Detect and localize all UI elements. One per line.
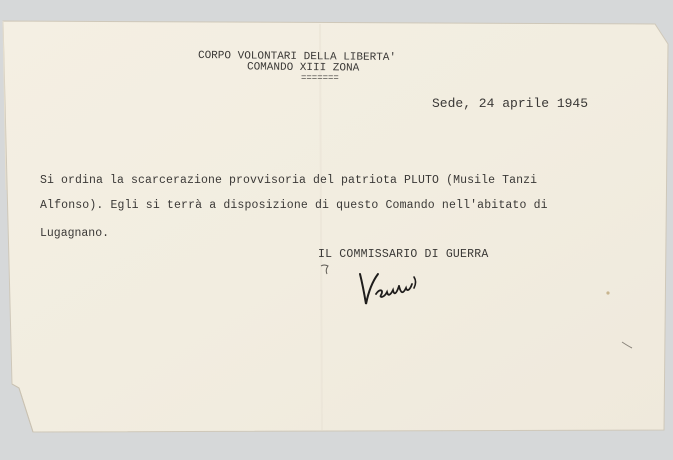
handwritten-signature [354,268,426,312]
date-line: Sede, 24 aprile 1945 [432,96,589,111]
body-line-2: Alfonso). Egli si terrà a disposizione di questo Comando nell'abitato di [40,199,548,212]
stamp-mark-icon [318,262,332,276]
header-organization: CORPO VOLONTARI DELLA LIBERTA' [197,49,397,65]
body-line-1: Si ordina la scarcerazione provvisoria del patriota PLUTO (Musile Tanzi [40,174,538,187]
signer-title: IL COMMISSARIO DI GUERRA [318,248,489,261]
header-underline: ======= [301,73,339,83]
header-command: COMANDO XIII ZONA [246,61,360,75]
body-line-3: Lugagnano. [40,227,110,240]
